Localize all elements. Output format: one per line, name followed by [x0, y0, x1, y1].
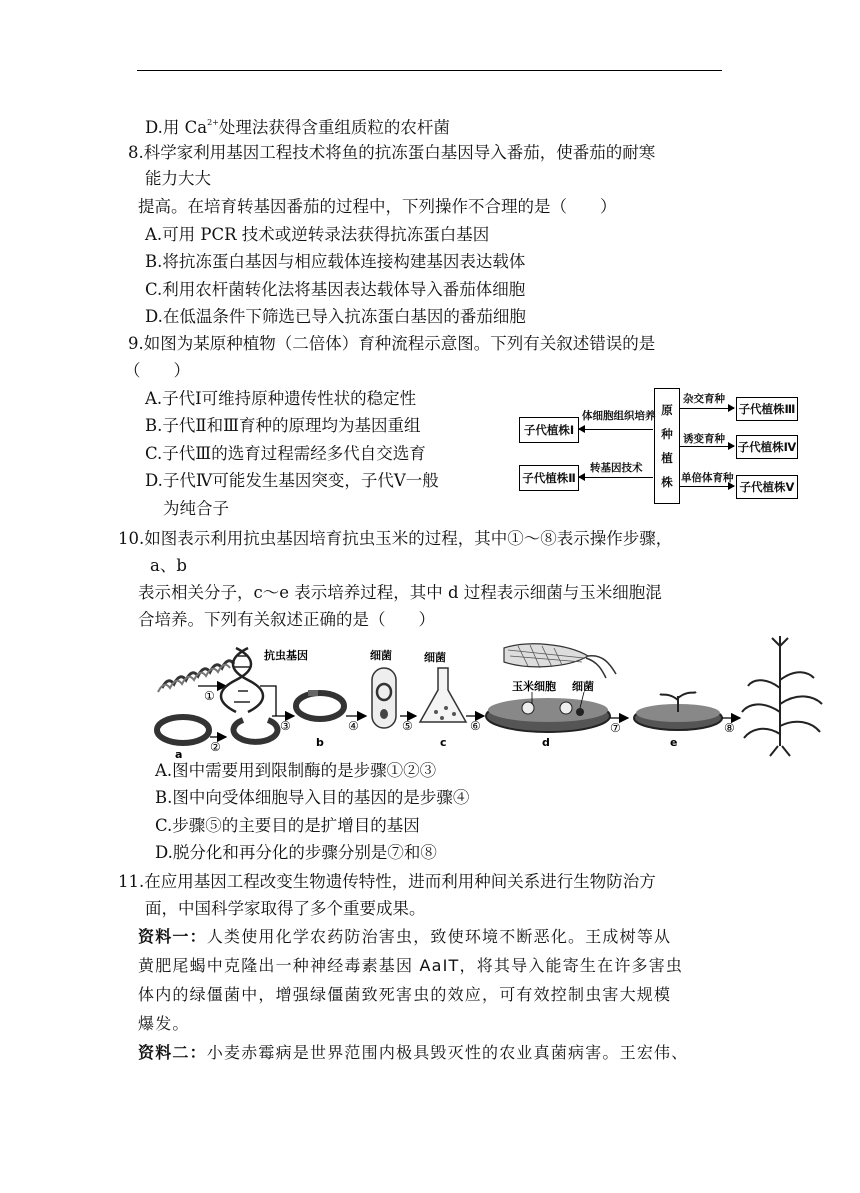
q8-option-b: B.将抗冻蛋白基因与相应载体连接构建基因表达载体 — [145, 252, 526, 271]
q10-option-b: B.图中向受体细胞导入目的基因的是步骤④ — [155, 788, 470, 807]
transgenic-corn-diagram — [148, 634, 828, 760]
child2-box: 子代植株Ⅱ — [519, 465, 579, 491]
q8-option-a: A.可用 PCR 技术或逆转录法获得抗冻蛋白基因 — [145, 225, 490, 244]
label-bacteria-1: 细菌 — [370, 649, 392, 662]
arrow-to-child4 — [680, 446, 734, 447]
center-box-original-plant: 原 种 植 株 — [654, 388, 680, 504]
material-1-line2: 黄肥尾蝎中克隆出一种神经毒素基因 AaIT，将其导入能寄生在许多害虫 — [138, 956, 684, 975]
arrow-to-child3 — [680, 408, 734, 409]
material-1-line4: 爆发。 — [138, 1014, 190, 1033]
q11-stem-line2: 面，中国科学家取得了多个重要成果。 — [145, 899, 426, 918]
label-mutation-breeding: 诱变育种 — [683, 433, 725, 445]
q8-stem-line2: 能力大大 — [145, 169, 211, 188]
q9-stem-line1: 9.如图为某原种植物（二倍体）育种流程示意图。下列有关叙述错误的是 — [128, 334, 656, 353]
source-dna-coil — [158, 661, 234, 692]
arrow-to-child2 — [579, 477, 653, 478]
q8-stem-line1: 8.科学家利用基因工程技术将鱼的抗冻蛋白基因导入番茄，使番茄的耐寒 — [128, 143, 656, 162]
q9-option-c: C.子代Ⅲ的选育过程需经多代自交选育 — [145, 444, 426, 463]
resistance-gene-helix — [221, 648, 263, 712]
mature-corn-plant — [742, 636, 822, 756]
label-d: d — [542, 736, 550, 749]
q10-option-d: D.脱分化和再分化的步骤分别是⑦和⑧ — [155, 843, 437, 862]
label-bacteria-2: 细菌 — [424, 651, 446, 664]
step-6: ⑥ — [470, 719, 481, 733]
material-2-line1: 资料二：小麦赤霉病是世界范围内极具毁灭性的农业真菌病害。王宏伟、 — [138, 1043, 689, 1062]
material-1-line1: 资料一：人类使用化学农药防治害虫，致使环境不断恶化。王成树等从 — [138, 927, 672, 946]
step-5: ⑤ — [402, 719, 413, 733]
step-7: ⑦ — [610, 721, 621, 735]
label-resistance-gene: 抗虫基因 — [264, 649, 308, 662]
arrow-to-child5 — [680, 486, 734, 487]
q10-stem-line3: 表示相关分子，c～e 表示培养过程，其中 d 过程表示细菌与玉米细胞混 — [138, 583, 662, 602]
child5-box: 子代植株Ⅴ — [736, 475, 798, 499]
label-b: b — [316, 736, 324, 749]
label-a: a — [175, 748, 183, 760]
q10-stem-line2: a、b — [150, 556, 187, 575]
label-e: e — [670, 736, 678, 749]
culture-flask-c — [420, 668, 466, 722]
q10-stem-line4: 合培养。下列有关叙述正确的是（ ） — [138, 610, 435, 629]
label-bacteria-3: 细菌 — [572, 680, 594, 693]
label-tissue-culture: 体细胞组织培养 — [582, 410, 656, 422]
q9-option-d-line2: 为纯合子 — [163, 499, 229, 518]
q8-option-d: D.在低温条件下筛选已导入抗冻蛋白基因的番茄细胞 — [145, 307, 526, 326]
plasmid-a — [157, 717, 209, 743]
child3-box: 子代植株Ⅲ — [736, 397, 798, 421]
cut-plasmid — [234, 720, 278, 742]
q10-option-a: A.图中需要用到限制酶的是步骤①②③ — [155, 761, 437, 780]
q9-stem-line2: （ ） — [124, 361, 190, 380]
material-1-line3: 体内的绿僵菌中，增强绿僵菌致死害虫的效应，可有效控制虫害大规模 — [138, 985, 672, 1004]
material-1-label: 资料一： — [138, 927, 207, 946]
q9-option-a: A.子代Ⅰ可维持原种遗传性状的稳定性 — [145, 389, 417, 408]
step-4: ④ — [348, 719, 359, 733]
recombinant-plasmid-b — [296, 693, 344, 719]
label-c: c — [440, 736, 447, 749]
step-3: ③ — [280, 719, 291, 733]
q9-option-d: D.子代Ⅳ可能发生基因突变，子代Ⅴ一般 — [145, 471, 439, 490]
arrow-to-child1 — [579, 429, 653, 430]
label-hybrid-breeding: 杂交育种 — [683, 393, 725, 405]
step-8: ⑧ — [724, 721, 735, 735]
header-rule — [137, 70, 722, 71]
child4-box: 子代植株Ⅳ — [736, 435, 798, 459]
q10-option-c: C.步骤⑤的主要目的是扩增目的基因 — [155, 816, 420, 835]
corn-ear — [504, 644, 616, 678]
step-2: ② — [210, 740, 221, 754]
q7-option-d: D.用 $Ca^{2+}$处理法获得含重组质粒的农杆菌 — [145, 118, 450, 137]
q10-stem-line1: 10.如图表示利用抗虫基因培育抗虫玉米的过程，其中①～⑧表示操作步骤， — [118, 529, 673, 548]
q9-option-b: B.子代Ⅱ和Ⅲ育种的原理均为基因重组 — [145, 416, 421, 435]
child1-box: 子代植株Ⅰ — [519, 417, 579, 443]
q11-stem-line1: 11.在应用基因工程改变生物遗传特性，进而利用种间关系进行生物防治方 — [118, 872, 656, 891]
label-transgenic: 转基因技术 — [590, 462, 643, 474]
step-1: ① — [204, 689, 215, 703]
label-corn-cell: 玉米细胞 — [512, 680, 556, 693]
label-haploid-breeding: 单倍体育种 — [681, 472, 734, 484]
material-2-label: 资料二： — [138, 1043, 207, 1062]
q8-option-c: C.利用农杆菌转化法将基因表达载体导入番茄体细胞 — [145, 280, 526, 299]
q8-stem-line3: 提高。在培育转基因番茄的过程中，下列操作不合理的是（ ） — [138, 197, 617, 216]
